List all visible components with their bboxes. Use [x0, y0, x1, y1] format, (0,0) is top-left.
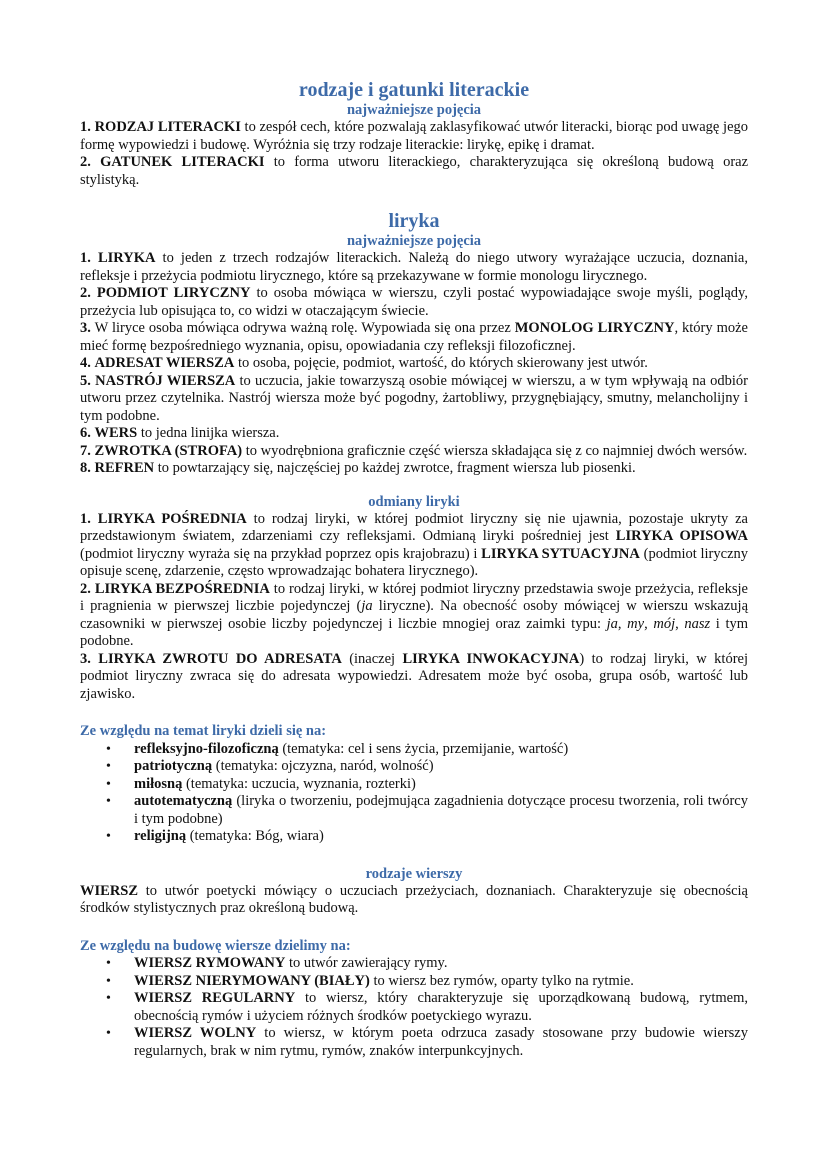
list-temat-liryki [80, 741, 748, 846]
list-item: • patriotyczną (tematyka: ojczyzna, naród, wolność) [80, 758, 748, 776]
list-item: • WIERSZ NIERYMOWANY (BIAŁY) to wiersz bez rymów, oparty tylko na rytmie. [80, 973, 748, 991]
definition-liryka-posrednia: 1. LIRYKA POŚREDNIA to rodzaj liryki, w której podmiot liryczny się nie ujawnia, pozostaje ukryty za przedstawionym światem, zdarzeniami czy refleksjami. Odmianą liryki pośredniej jest LIRYKA OPISOWA (podmiot liryczny wyraża się na przykład poprzez opis krajobrazu) i LIRYKA SYTUACYJNA (podmiot liryczny opisuje scenę, zdarzenie, często wprowadzając bohatera lirycznego). [80, 510, 749, 579]
definition-liryka-zwrotu: 3. LIRYKA ZWROTU DO ADRESATA (inaczej LIRYKA INWOKACYJNA) to rodzaj liryki, w której podmiot liryczny zwraca się do adresata wypowiedzi. Adresatem może być osoba, grupa osób, wartość lub zjawisko. [80, 650, 748, 702]
definition-podmiot-liryczny: 2. PODMIOT LIRYCZNY to osoba mówiąca w wierszu, czyli postać wypowiadające swoje myśli, poglądy, przeżycia lub opisująca to, co widzi w otaczającym świecie. [80, 285, 748, 319]
subtitle-pojecia-2: najważniejsze pojęcia [346, 233, 482, 249]
list-item: • religijną (tematyka: Bóg, wiara) [80, 828, 748, 846]
definition-monolog-liryczny: 3. W liryce osoba mówiąca odrywa ważną rolę. Wypowiada się ona przez MONOLOG LIRYCZNY, który może mieć formę bezpośredniego wyznania, opisu, opowiadania czy refleksji filozoficznej. [80, 320, 748, 354]
title-rodzaje-gatunki: rodzaje i gatunki literackie [298, 79, 530, 101]
list-item: • WIERSZ REGULARNY to wiersz, który charakteryzuje się uporządkowaną budową, rytmem, obecnością rymów i użyciem różnych środków poetyckiego wyrazu. [80, 990, 748, 1025]
definition-rodzaj-literacki: 1. RODZAJ LITERACKI to zespół cech, które pozwalają zaklasyfikować utwór literacki, biorąc pod uwagę jego formę wypowiedzi i budowę. Wyróżnia się trzy rodzaje literackie: lirykę, epikę i dramat. [80, 119, 749, 153]
list-budowa-wierszy [80, 955, 748, 1060]
definition-nastroj-wiersza: 5. NASTRÓJ WIERSZA to uczucia, jakie towarzyszą osobie mówiącej w wierszu, a w tym wpływają na odbiór utworu przez czytelnika. Nastrój wiersza może być pogodny, żartobliwy, przygnębiający, smutny, melancholijny i tym podobne. [80, 372, 749, 424]
definition-adresat-wiersza: 4. ADRESAT WIERSZA to osoba, pojęcie, podmiot, wartość, do których skierowany jest utwór. [80, 355, 648, 371]
list-item: • miłosną (tematyka: uczucia, wyznania, rozterki) [80, 776, 748, 794]
heading-budowa-wierszy: Ze względu na budowę wiersze dzielimy na: [80, 937, 351, 954]
list-item: • refleksyjno-filozoficzną (tematyka: cel i sens życia, przemijanie, wartość) [80, 741, 748, 759]
definition-wers: 6. WERS to jedna linijka wiersza. [80, 425, 280, 441]
definition-liryka: 1. LIRYKA to jeden z trzech rodzajów literackich. Należą do niego utwory wyrażające uczucia, doznania, refleksje i przeżycia podmiotu lirycznego, które są przekazywane w formie monologu lirycznego. [80, 250, 748, 284]
subtitle-pojecia-1: najważniejsze pojęcia [346, 102, 482, 118]
subtitle-rodzaje-wierszy: rodzaje wierszy [365, 865, 463, 882]
heading-temat-liryki: Ze względu na temat liryki dzieli się na: [80, 723, 327, 739]
list-item: • autotematyczną (liryka o tworzeniu, podejmująca zagadnienia dotyczące procesu tworzenia, roli twórcy i tym podobne) [80, 793, 748, 828]
subtitle-odmiany-liryki: odmiany liryki [368, 493, 460, 510]
definition-liryka-bezposrednia: 2. LIRYKA BEZPOŚREDNIA to rodzaj liryki, w której podmiot liryczny przedstawia swoje przeżycia, refleksje i pragnienia w pierwszej liczbie pojedynczej (ja liryczne). Na obecność osoby mówiącej w wierszu wskazują czasowniki w pierwszej osobie liczby pojedynczej i liczbie mnogiej oraz zaimki typu: ja, my, mój, nasz i tym podobne. [80, 580, 749, 649]
document-page [80, 78, 748, 1060]
list-item: • WIERSZ RYMOWANY to utwór zawierający rymy. [80, 955, 748, 973]
title-liryka: liryka [388, 210, 440, 232]
list-item: • WIERSZ WOLNY to wiersz, w którym poeta odrzuca zasady stosowane przy budowie wierszy regularnych, brak w nim rytmu, rymów, znaków interpunkcyjnych. [80, 1025, 748, 1060]
definition-wiersz: WIERSZ to utwór poetycki mówiący o uczuciach przeżyciach, doznaniach. Charakteryzuje się obecnością środków stylistycznych praz określoną budową. [80, 882, 748, 916]
definition-zwrotka: 7. ZWROTKA (STROFA) to wyodrębniona graficznie część wiersza składająca się z co najmniej dwóch wersów. [80, 442, 748, 459]
definition-gatunek-literacki: 2. GATUNEK LITERACKI to forma utworu literackiego, charakteryzująca się określoną budową oraz stylistyką. [80, 154, 749, 188]
definition-refren: 8. REFREN to powtarzający się, najczęściej po każdej zwrotce, fragment wiersza lub piosenki. [80, 460, 636, 476]
